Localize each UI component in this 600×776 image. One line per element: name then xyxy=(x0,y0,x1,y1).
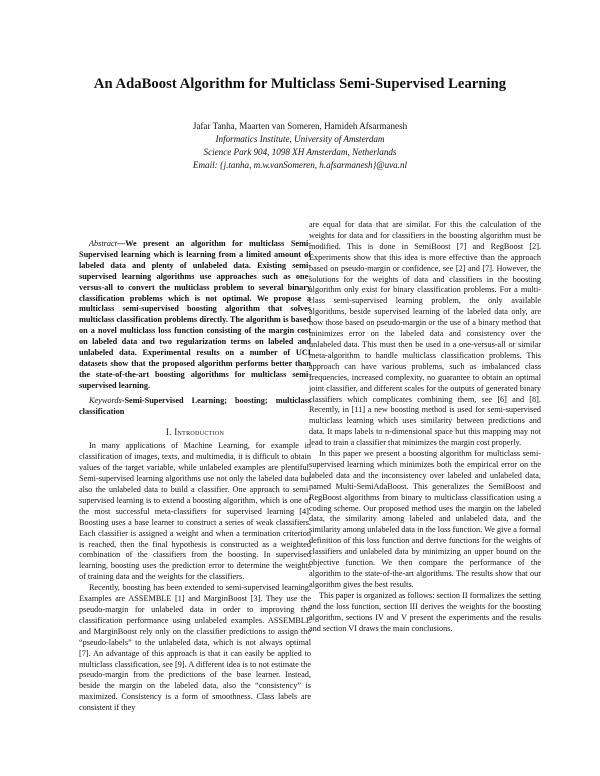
intro-paragraph-3: In this paper we present a boosting algorithm for multiclass semi-supervised learning which minimizes both the empirical error on the labeled data and the inconsistency over labeled and unlabeled data, named Multi-SemiAdaBoost. This generalizes the SemiBoost and RegBoost algorithms from binary to multiclass classification using a coding scheme. Our proposed method uses the margin on the labeled data, the similarity among labeled and unlabeled data, and the similarity among unlabeled data in the loss function. We give a formal definition of this loss function and derive functions for the weights of classifiers and unlabeled data by minimizing an upper bound on the objective function. We then compare the performance of the algorithm to the state-of-the-art algorithms. The results show that our algorithm gives the best results. xyxy=(309,449,541,589)
right-column xyxy=(309,220,541,634)
left-column xyxy=(79,239,311,714)
abstract xyxy=(79,239,311,392)
keywords-text: -Semi-Supervised Learning; boosting; multiclass classification xyxy=(79,395,311,416)
author-institute: Informatics Institute, University of Amsterdam xyxy=(215,134,385,144)
abstract-label: Abstract xyxy=(89,239,117,248)
author-email: Email: {j.tanha, m.w.vanSomeren, h.afsarmanesh}@uva.nl xyxy=(192,160,408,170)
intro-paragraph-2: Recently, boosting has been extended to semi-supervised learning. Examples are ASSEMBLE [1] and MarginBoost [3]. They use the pseudo-margin for unlabeled data in order to improving the classification performance using unlabeled examples. ASSEMBLE and MarginBoost rely only on the classifier predictions to assign the “pseudo-labels” to the unlabeled data, which is not always optimal [7]. An advantage of this approach is that it can easily be applied to multiclass classification, see [9]. A different idea is to not estimate the pseudo-margin from the predictions of the base learner. Instead, beside the margin on the labeled data, also the “consistency” is maximized. Consistency is a form of smoothness. Class labels are consistent if they xyxy=(79,583,311,713)
author-address: Science Park 904, 1098 XH Amsterdam, Netherlands xyxy=(203,147,397,157)
author-block xyxy=(0,120,600,172)
abstract-text: —We present an algorithm for multiclass Semi-Supervised learning which is learning from a limited amount of labeled data and plenty of unlabeled data. Existing semi-supervised learning algorithms use approaches such as one-versus-all to convert the multiclass problem to several binary classification problems which is not optimal. We propose a multiclass semi-supervised boosting algorithm that solves multiclass classification problems directly. The algorithm is based on a novel multiclass loss function consisting of the margin cost on labeled data and two regularization terms on labeled and unlabeled data. Experimental results on a number of UCI datasets show that the proposed algorithm performs better than the state-of-the-art boosting algorithms for multiclass semi-supervised learning. xyxy=(79,239,311,390)
keywords-label: Keywords xyxy=(89,395,122,405)
keywords xyxy=(79,396,311,418)
section-heading-introduction: I. Introduction xyxy=(165,426,225,437)
author-names: Jafar Tanha, Maarten van Someren, Hamideh Afsarmanesh xyxy=(192,121,408,131)
intro-paragraph-1: In many applications of Machine Learning, for example in classification of images, texts, and multimedia, it is difficult to obtain values of the target variable, while unlabeled examples are plentiful. Semi-supervised learning algorithms use not only the labeled data but also the unlabeled data to build a classifier. One approach to semi-supervised learning is to extend a boosting algorithm, which is one of the most successful meta-classifiers for supervised learning [4]. Boosting uses a base learner to construct a series of weak classifiers. Each classifier is assigned a weight and when a termination criterion is reached, then the final hypothesis is constructed as a weighted combination of the classifiers from the boosting. In supervised learning, boosting uses the prediction error to determine the weights of training data and the weights for the classifiers. xyxy=(79,441,311,582)
intro-paragraph-4: This paper is organized as follows: section II formalizes the setting and the loss function, section III derives the weights for the boosting algorithm, sections IV and V present the experiments and the results and section VI draws the main conclusions. xyxy=(309,590,541,633)
paper-title: An AdaBoost Algorithm for Multiclass Semi-Supervised Learning xyxy=(93,76,507,92)
intro-paragraph-2-continued: are equal for data that are similar. For this the calculation of the weights for data and for classifiers in the boosting algorithm must be modified. This is done in SemiBoost [7] and RegBoost [2]. Experiments show that this idea is more effective than the approach based on pseudo-margin or confidence, see [2] and [7]. However, the solutions for the weights of data and classifiers in the boosting algorithm only exist for binary classification problems. For a multi-class semi-supervised learning problem, the only available algorithms, beside supervised learning of the labeled data only, are now those based on pseudo-margin or the use of a binary method that minimizes error on the labeled data and consistency over the unlabeled data. This must then be used in a one-versus-all or similar meta-algorithm to handle multiclass classification problems. This approach can have various problems, such as imbalanced class frequencies, increased complexity, no guarantee to obtain an optimal joint classifier, and different scales for the outputs of generated binary classifiers which complicates combining them, see [6] and [8]. Recently, in [11] a new boosting method is used for semi-supervised multiclass learning which uses similarity between predictions and data. It maps labels to n-dimensional space but this mapping may not lead to train a classifier that minimizes the margin cost properly. xyxy=(309,220,541,448)
